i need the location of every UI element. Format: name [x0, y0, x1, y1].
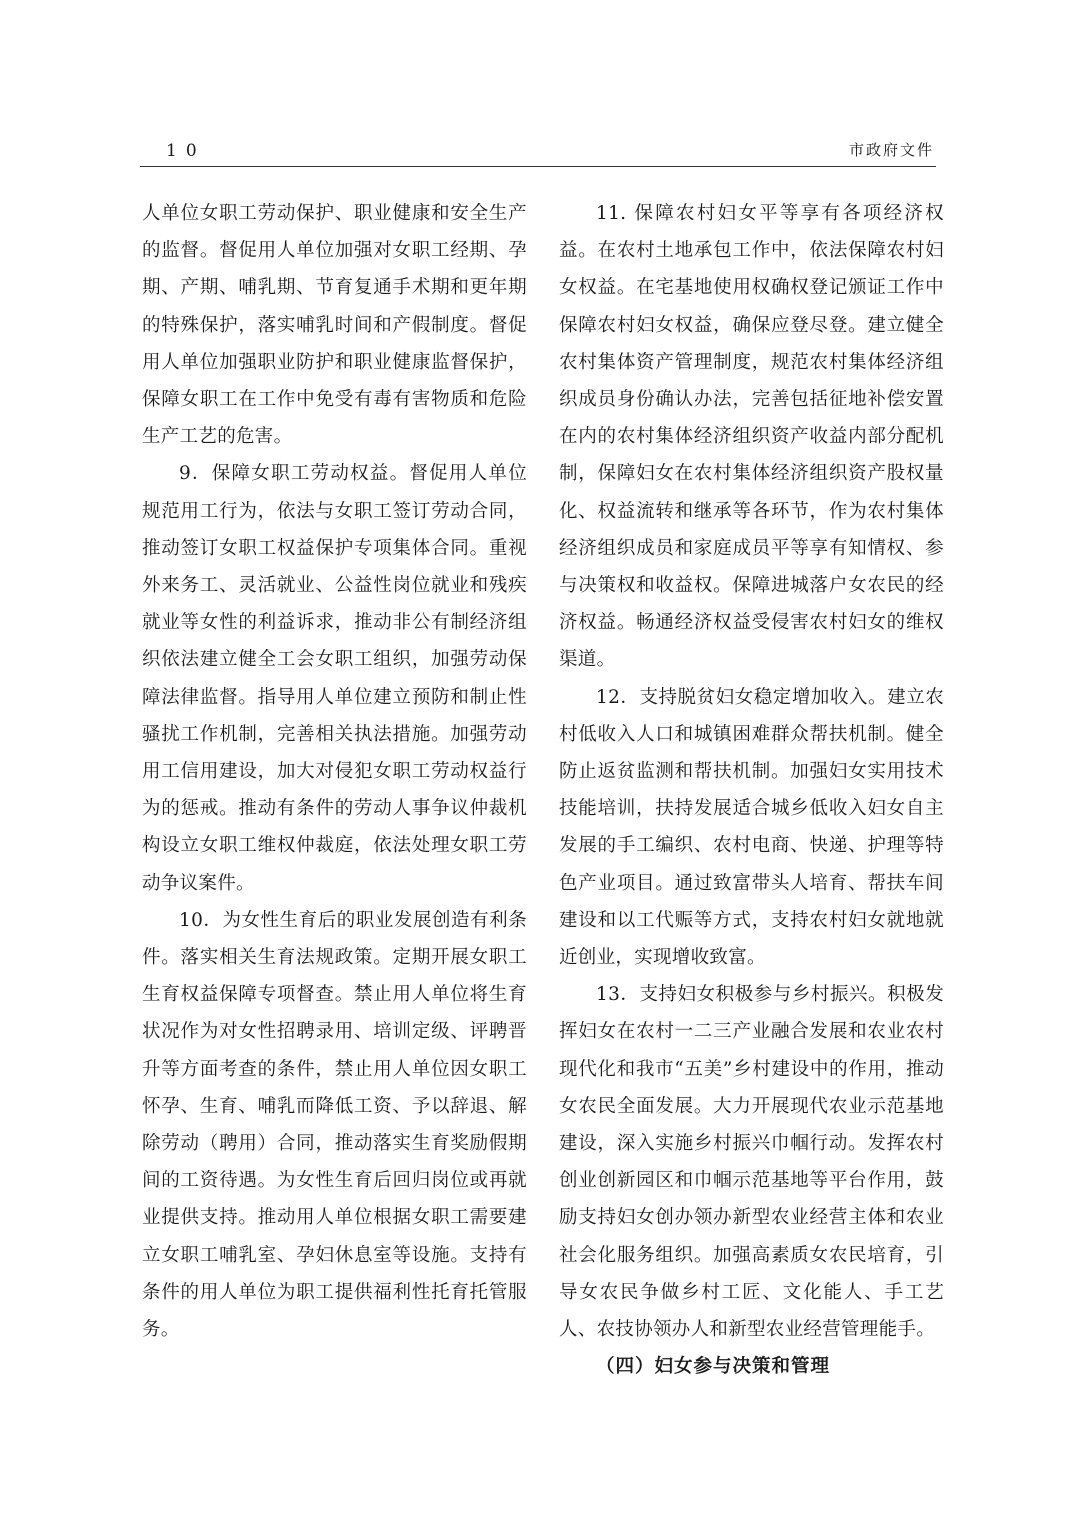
document-title: 市政府文件 — [848, 141, 934, 159]
section-heading: （四）妇女参与决策和管理 — [596, 1356, 831, 1378]
left-column — [142, 195, 527, 1348]
paragraph-item-11: 11. 保障农村妇女平等享有各项经济权益。在农村土地承包工作中，依法保障农村妇女权益。在宅基地使用权确权登记颁证工作中保障农村妇女权益，确保应登尽登。建立健全农村集体资产管理制度，规范农村集体经济组织成员身份确认办法，完善包括征地补偿安置在内的农村集体经济组织资产收益内部分配机制，保障妇女在农村集体经济组织资产股权量化、权益流转和继承等各环节，作为农村集体经济组织成员和家庭成员平等享有知情权、参与决策权和收益权。保障进城落户女农民的经济权益。畅通经济权益受侵害农村妇女的维权渠道。 — [559, 203, 944, 671]
paragraph-item-13: 13．支持妇女积极参与乡村振兴。积极发挥妇女在农村一二三产业融合发展和农业农村现代化和我市“五美”乡村建设中的作用，推动女农民全面发展。大力开展现代农业示范基地建设，深入实施乡村振兴巾帼行动。发挥农村创业创新园区和巾帼示范基地等平台作用，鼓励支持妇女创办领办新型农业经营主体和农业社会化服务组织。加强高素质女农民培育，引导女农民争做乡村工匠、文化能人、手工艺人、农技协领办人和新型农业经营管理能手。 — [559, 984, 944, 1341]
right-column — [559, 195, 944, 1386]
paragraph-continued: 人单位女职工劳动保护、职业健康和安全生产的监督。督促用人单位加强对女职工经期、孕期、产期、哺乳期、节育复通手术期和更年期的特殊保护，落实哺乳时间和产假制度。督促用人单位加强职业防护和职业健康监督保护，保障女职工在工作中免受有毒有害物质和危险生产工艺的危害。 — [142, 203, 527, 448]
header-divider — [140, 166, 936, 167]
paragraph-item-9: 9．保障女职工劳动权益。督促用人单位规范用工行为，依法与女职工签订劳动合同，推动签订女职工权益保护专项集体合同。重视外来务工、灵活就业、公益性岗位就业和残疾就业等女性的利益诉求，推动非公有制经济组织依法建立健全工会女职工组织，加强劳动保障法律监督。指导用人单位建立预防和制止性骚扰工作机制，完善相关执法措施。加强劳动用工信用建设，加大对侵犯女职工劳动权益行为的惩戒。推动有条件的劳动人事争议仲裁机构设立女职工维权仲裁庭，依法处理女职工劳动争议案件。 — [142, 463, 527, 894]
page-number: 10 — [166, 141, 206, 161]
paragraph-item-10: 10．为女性生育后的职业发展创造有利条件。落实相关生育法规政策。定期开展女职工生育权益保障专项督查。禁止用人单位将生育状况作为对女性招聘录用、培训定级、评聘晋升等方面考查的条件，禁止用人单位因女职工怀孕、生育、哺乳而降低工资、予以辞退、解除劳动（聘用）合同，推动落实生育奖励假期间的工资待遇。为女性生育后回归岗位或再就业提供支持。推动用人单位根据女职工需要建立女职工哺乳室、孕妇休息室等设施。支持有条件的用人单位为职工提供福利性托育托管服务。 — [142, 909, 527, 1341]
paragraph-item-12: 12．支持脱贫妇女稳定增加收入。建立农村低收入人口和城镇困难群众帮扶机制。健全防止返贫监测和帮扶机制。加强妇女实用技术技能培训，扶持发展适合城乡低收入妇女自主发展的手工编织、农村电商、快递、护理等特色产业项目。通过致富带头人培育、帮扶车间建设和以工代赈等方式，支持农村妇女就地就近创业，实现增收致富。 — [559, 686, 944, 969]
